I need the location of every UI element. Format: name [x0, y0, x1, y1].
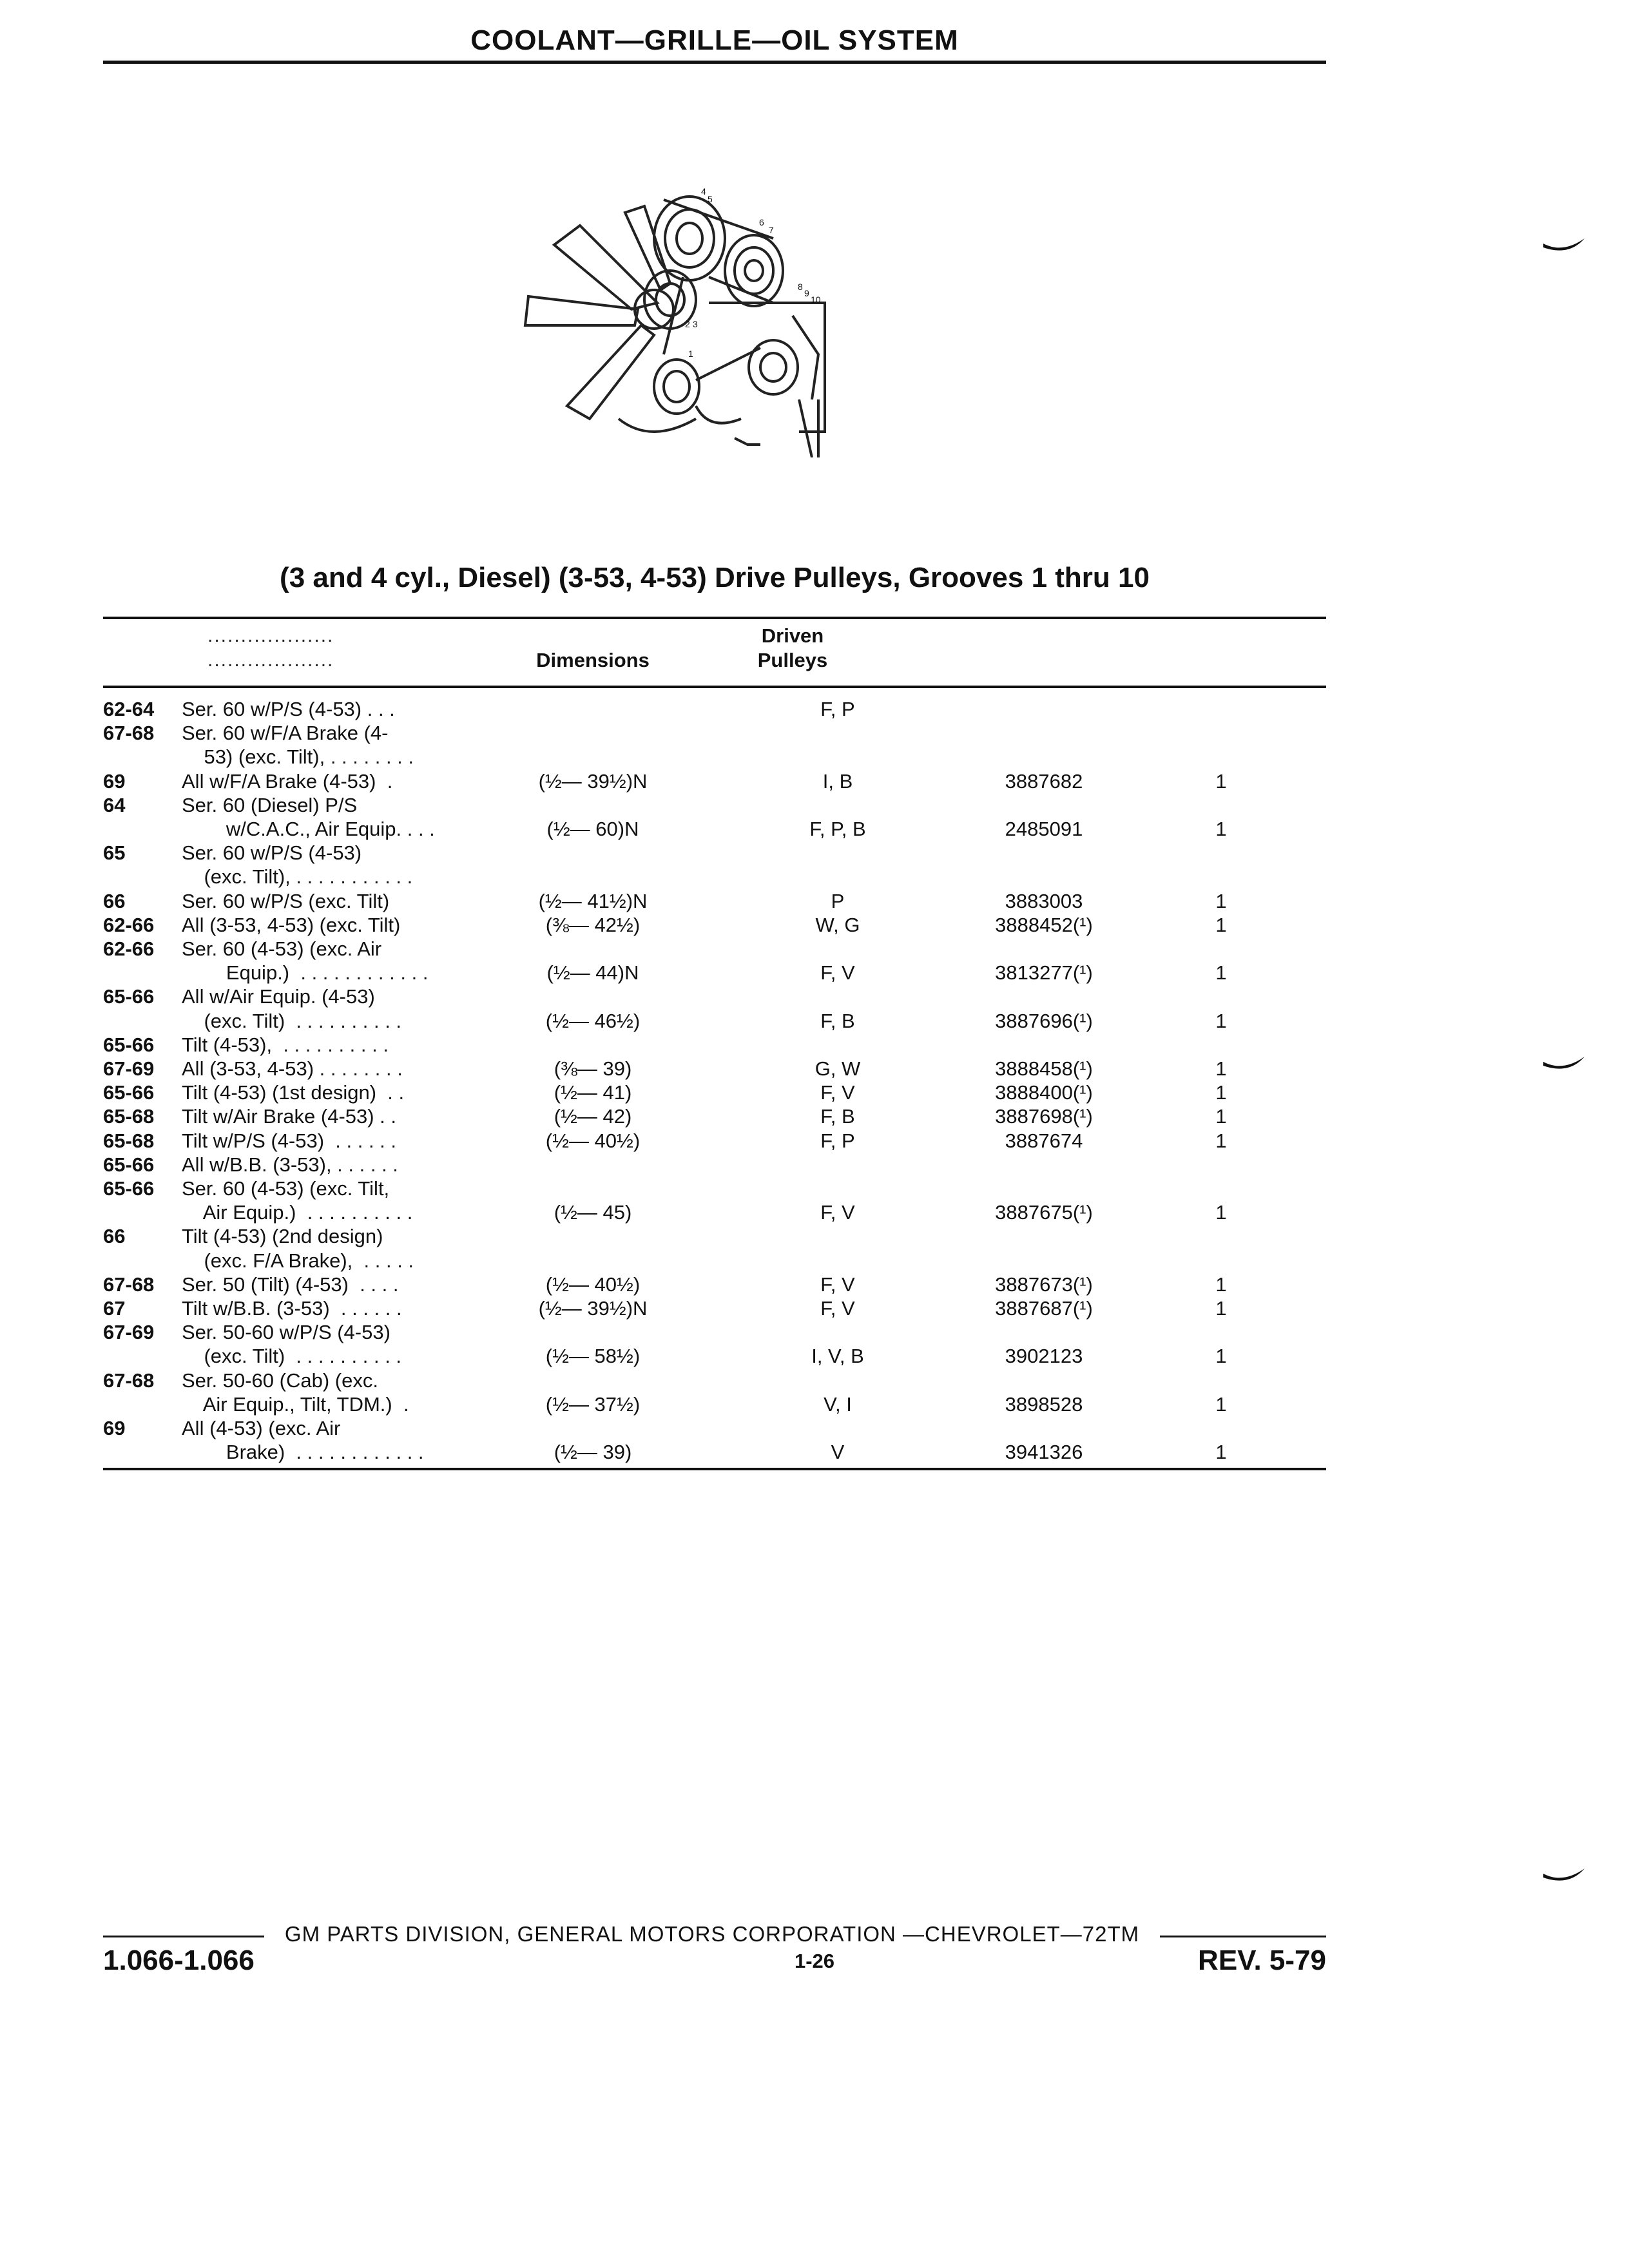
footer-rule-left — [103, 1936, 264, 1937]
binder-mark — [1543, 1869, 1585, 1887]
column-header-driven: Driven — [761, 624, 824, 647]
description-cell: Tilt (4-53) (2nd design) — [182, 1225, 383, 1248]
quantity-cell: 1 — [1215, 1009, 1227, 1032]
table-row — [103, 1153, 1326, 1177]
year-cell: 67-69 — [103, 1321, 155, 1344]
table-row — [103, 1392, 1326, 1417]
fan-blade — [567, 325, 654, 419]
page-number: 1-26 — [794, 1950, 835, 1972]
table-row — [103, 1104, 1326, 1129]
description-cell: All w/F/A Brake (4-53) . — [182, 769, 393, 793]
callout-label: 7 — [769, 225, 774, 235]
quantity-cell: 1 — [1215, 1201, 1227, 1224]
table-row — [103, 1057, 1326, 1081]
driven-pulleys-cell: F, B — [820, 1105, 855, 1128]
table-row — [103, 1129, 1326, 1153]
dimensions-cell: (½— 37½) — [545, 1392, 641, 1416]
pulley-accessory — [749, 340, 798, 394]
quantity-cell: 1 — [1215, 1129, 1227, 1152]
table-row — [103, 1081, 1326, 1105]
part-number-cell: 3888400(¹) — [995, 1081, 1093, 1104]
column-header-pulleys: Pulleys — [757, 649, 828, 671]
binder-mark — [1543, 1057, 1585, 1075]
callout-label: 1 — [688, 349, 693, 359]
table-row — [103, 1177, 1326, 1201]
fan-blade — [554, 226, 657, 309]
description-cell: All w/Air Equip. (4-53) — [182, 985, 375, 1008]
table-row — [103, 1249, 1326, 1273]
year-cell: 67-69 — [103, 1057, 155, 1080]
driven-pulleys-cell: P — [831, 889, 845, 912]
description-cell: Ser. 60 w/P/S (exc. Tilt) — [182, 889, 390, 912]
year-cell: 69 — [103, 1417, 126, 1439]
table-row — [103, 961, 1326, 985]
dimensions-cell: (½— 39½)N — [538, 769, 648, 793]
description-cell: 53) (exc. Tilt), . . . . . . . . — [182, 745, 414, 769]
dimensions-cell: (½— 41½)N — [538, 889, 648, 912]
table-row — [103, 865, 1326, 889]
description-cell: Tilt (4-53), . . . . . . . . . . — [182, 1033, 389, 1056]
description-cell: (exc. F/A Brake), . . . . . — [182, 1249, 414, 1272]
driven-pulleys-cell: F, V — [820, 1297, 855, 1320]
description-cell: All (3-53, 4-53) (exc. Tilt) — [182, 913, 401, 936]
dimensions-cell: (½— 39½)N — [538, 1297, 648, 1320]
description-cell: Ser. 50-60 w/P/S (4-53) — [182, 1321, 390, 1344]
table-row — [103, 985, 1326, 1009]
year-cell: 65-66 — [103, 1153, 155, 1176]
quantity-cell: 1 — [1215, 769, 1227, 793]
callout-label: 2 — [685, 319, 690, 329]
driven-pulleys-cell: F, P — [820, 698, 855, 720]
table-row — [103, 1320, 1326, 1345]
description-cell: w/C.A.C., Air Equip. . . . — [182, 818, 435, 840]
description-cell: Equip.) . . . . . . . . . . . . — [182, 961, 429, 985]
table-row — [103, 1296, 1326, 1321]
drive-pulley-illustration — [516, 187, 838, 457]
table-row — [103, 697, 1326, 722]
footer-rule-right — [1160, 1936, 1326, 1937]
table-header-rule — [103, 686, 1326, 688]
description-cell: Ser. 50 (Tilt) (4-53) . . . . — [182, 1273, 399, 1296]
table-row — [103, 937, 1326, 961]
part-number-cell: 3888458(¹) — [995, 1057, 1093, 1080]
description-cell: All (4-53) (exc. Air — [182, 1417, 341, 1439]
year-cell: 65 — [103, 841, 126, 865]
part-number-cell: 3902123 — [1005, 1345, 1083, 1368]
dimensions-cell: (½— 60)N — [546, 818, 639, 840]
table-row — [103, 1440, 1326, 1465]
callout-label: 3 — [693, 319, 698, 329]
footer-publisher: GM PARTS DIVISION, GENERAL MOTORS CORPORATION —CHEVROLET—72TM — [284, 1922, 1140, 1946]
dimensions-cell: (½— 39) — [554, 1441, 632, 1464]
description-cell: All (3-53, 4-53) . . . . . . . . — [182, 1057, 403, 1080]
description-cell: Ser. 60 w/P/S (4-53) . . . — [182, 698, 395, 720]
table-row — [103, 1273, 1326, 1297]
table-row — [103, 913, 1326, 937]
driven-pulleys-cell: F, V — [820, 1273, 855, 1296]
description-cell: Ser. 60 w/F/A Brake (4- — [182, 722, 389, 745]
table-top-rule — [103, 617, 1326, 619]
driven-pulleys-cell: F, V — [820, 1081, 855, 1104]
year-cell: 65-68 — [103, 1105, 155, 1128]
part-number-cell: 3887696(¹) — [995, 1009, 1093, 1032]
description-cell: Ser. 60 (4-53) (exc. Tilt, — [182, 1177, 390, 1200]
driven-pulleys-cell: G, W — [815, 1057, 861, 1080]
quantity-cell: 1 — [1215, 818, 1227, 840]
driven-pulleys-cell: F, V — [820, 1201, 855, 1224]
pulley-lower — [654, 360, 699, 414]
year-cell: 62-66 — [103, 913, 155, 936]
year-cell: 65-66 — [103, 1033, 155, 1056]
part-number-cell: 2485091 — [1005, 818, 1083, 840]
year-cell: 66 — [103, 1225, 126, 1248]
table-row — [103, 1009, 1326, 1033]
table-row — [103, 745, 1326, 769]
description-cell: (exc. Tilt), . . . . . . . . . . . — [182, 865, 413, 889]
part-number-cell: 3941326 — [1005, 1441, 1083, 1464]
part-number-cell: 3887687(¹) — [995, 1297, 1093, 1320]
callout-label: 8 — [798, 282, 803, 292]
callout-label: 10 — [811, 294, 821, 305]
description-cell: Tilt w/Air Brake (4-53) . . — [182, 1105, 397, 1128]
description-cell: Tilt w/P/S (4-53) . . . . . . — [182, 1129, 397, 1152]
year-cell: 65-66 — [103, 1081, 155, 1104]
column-header-dimensions: Dimensions — [536, 649, 650, 671]
description-cell: Ser. 50-60 (Cab) (exc. — [182, 1369, 378, 1392]
year-cell: 65-68 — [103, 1129, 155, 1152]
table-row — [103, 769, 1326, 794]
table-bottom-rule — [103, 1468, 1326, 1470]
year-cell: 69 — [103, 769, 126, 793]
part-number-cell: 3887682 — [1005, 769, 1083, 793]
description-cell: Tilt w/B.B. (3-53) . . . . . . — [182, 1297, 402, 1320]
callout-label: 9 — [804, 288, 809, 298]
quantity-cell: 1 — [1215, 1297, 1227, 1320]
page-header-title: COOLANT—GRILLE—OIL SYSTEM — [470, 24, 959, 56]
year-cell: 67-68 — [103, 1369, 155, 1392]
description-cell: Air Equip.) . . . . . . . . . . — [182, 1201, 413, 1224]
dimensions-cell: (⅜— 39) — [554, 1057, 632, 1080]
description-cell: All w/B.B. (3-53), . . . . . . — [182, 1153, 398, 1176]
footer-section-number: 1.066-1.066 — [103, 1945, 255, 1976]
description-cell: (exc. Tilt) . . . . . . . . . . — [182, 1009, 402, 1032]
driven-pulleys-cell: V — [831, 1441, 845, 1464]
header-dot-leader: ................... — [207, 625, 334, 646]
dimensions-cell: (½— 58½) — [545, 1345, 641, 1368]
description-cell: (exc. Tilt) . . . . . . . . . . — [182, 1345, 402, 1368]
year-cell: 67 — [103, 1297, 126, 1320]
table-row — [103, 1200, 1326, 1225]
callout-label: 4 — [701, 187, 706, 197]
header-rule — [103, 61, 1326, 64]
table-row — [103, 1369, 1326, 1393]
table-row — [103, 889, 1326, 914]
part-number-cell: 3888452(¹) — [995, 913, 1093, 936]
table-row — [103, 1224, 1326, 1249]
dimensions-cell: (½— 46½) — [545, 1009, 641, 1032]
table-row — [103, 1416, 1326, 1441]
quantity-cell: 1 — [1215, 961, 1227, 985]
part-number-cell: 3883003 — [1005, 889, 1083, 912]
header-dot-leader: ................... — [207, 649, 334, 671]
description-cell: Tilt (4-53) (1st design) . . — [182, 1081, 405, 1104]
table-row — [103, 793, 1326, 818]
quantity-cell: 1 — [1215, 1345, 1227, 1368]
quantity-cell: 1 — [1215, 1105, 1227, 1128]
table-row — [103, 721, 1326, 745]
description-cell: Ser. 60 (4-53) (exc. Air — [182, 937, 382, 960]
quantity-cell: 1 — [1215, 1081, 1227, 1104]
year-cell: 64 — [103, 793, 126, 816]
dimensions-cell: (½— 44)N — [546, 961, 639, 985]
description-cell: Ser. 60 w/P/S (4-53) — [182, 841, 362, 865]
driven-pulleys-cell: I, V, B — [811, 1345, 864, 1368]
dimensions-cell: (½— 41) — [554, 1081, 632, 1104]
part-number-cell: 3887698(¹) — [995, 1105, 1093, 1128]
revision-date: REV. 5-79 — [1198, 1945, 1326, 1976]
year-cell: 66 — [103, 889, 126, 912]
quantity-cell: 1 — [1215, 1441, 1227, 1464]
quantity-cell: 1 — [1215, 889, 1227, 912]
year-cell: 62-64 — [103, 698, 155, 720]
part-number-cell: 3898528 — [1005, 1392, 1083, 1416]
dimensions-cell: (½— 45) — [554, 1201, 632, 1224]
quantity-cell: 1 — [1215, 1273, 1227, 1296]
callout-label: 5 — [708, 194, 713, 204]
part-number-cell: 3887675(¹) — [995, 1201, 1093, 1224]
driven-pulleys-cell: I, B — [822, 769, 853, 793]
description-cell: Brake) . . . . . . . . . . . . — [182, 1441, 424, 1464]
table-row — [103, 1033, 1326, 1057]
table-row — [103, 817, 1326, 841]
year-cell: 67-68 — [103, 1273, 155, 1296]
driven-pulleys-cell: F, V — [820, 961, 855, 985]
dimensions-cell: (⅜— 42½) — [545, 913, 641, 936]
binder-mark — [1543, 238, 1585, 256]
table-row — [103, 841, 1326, 865]
dimensions-cell: (½— 40½) — [545, 1129, 641, 1152]
section-title: (3 and 4 cyl., Diesel) (3-53, 4-53) Drive Pulleys, Grooves 1 thru 10 — [280, 562, 1150, 593]
quantity-cell: 1 — [1215, 1057, 1227, 1080]
dimensions-cell: (½— 40½) — [545, 1273, 641, 1296]
table-row — [103, 1344, 1326, 1369]
part-number-cell: 3887673(¹) — [995, 1273, 1093, 1296]
description-cell: Air Equip., Tilt, TDM.) . — [182, 1392, 409, 1416]
year-cell: 65-66 — [103, 985, 155, 1008]
part-number-cell: 3813277(¹) — [995, 961, 1093, 985]
driven-pulleys-cell: V, I — [824, 1392, 852, 1416]
driven-pulleys-cell: F, B — [820, 1009, 855, 1032]
driven-pulleys-cell: F, P, B — [809, 818, 866, 840]
description-cell: Ser. 60 (Diesel) P/S — [182, 793, 358, 816]
quantity-cell: 1 — [1215, 913, 1227, 936]
driven-pulleys-cell: W, G — [815, 913, 860, 936]
part-number-cell: 3887674 — [1005, 1129, 1083, 1152]
year-cell: 65-66 — [103, 1177, 155, 1200]
dimensions-cell: (½— 42) — [554, 1105, 632, 1128]
driven-pulleys-cell: F, P — [820, 1129, 855, 1152]
quantity-cell: 1 — [1215, 1392, 1227, 1416]
callout-label: 6 — [759, 217, 764, 227]
year-cell: 62-66 — [103, 937, 155, 960]
year-cell: 67-68 — [103, 722, 155, 745]
